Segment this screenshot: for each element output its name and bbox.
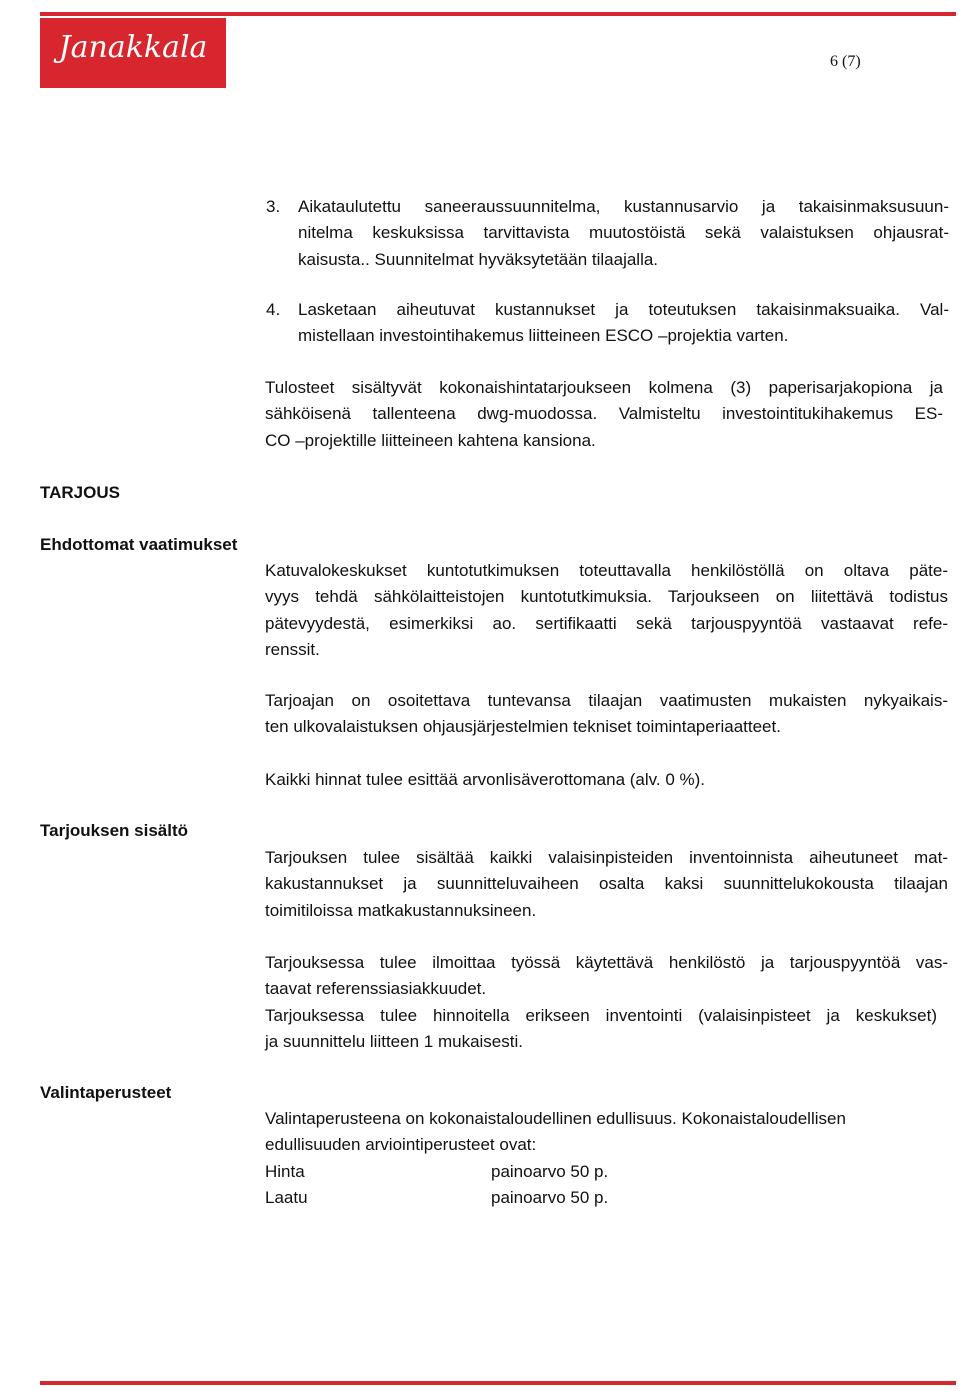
text-line: taavat referenssiasiakkuudet.	[265, 979, 487, 999]
text-line: CO –projektille liitteineen kahtena kansiona.	[265, 430, 596, 450]
text-line: pätevyydestä, esimerkiksi ao. sertifikaatti sekä tarjouspyyntöä vastaavat refe-	[265, 613, 948, 633]
text-line: Tarjouksessa tulee ilmoittaa työssä käytettävä henkilöstö ja tarjouspyyntöä vas-	[265, 953, 948, 972]
logo-wordmark: Janakkala	[58, 30, 208, 65]
selection-criteria-heading: Valintaperusteet	[40, 1083, 172, 1102]
text-line: sähköisenä tallenteena dwg-muodossa. Valmisteltu investointitukihakemus ES-	[265, 404, 943, 424]
text-line: Tarjouksessa tulee hinnoitella erikseen inventointi (valaisinpisteet ja keskukset)	[265, 1005, 937, 1025]
requirements-paragraph-2	[265, 688, 948, 741]
text-line: edullisuuden arviointiperusteet ovat:	[265, 1135, 537, 1155]
selection-criteria-intro	[265, 1106, 846, 1159]
text-line: vyys tehdä sähkölaitteistojen kuntotutkimuksia. Tarjoukseen on liitettävä todistus	[265, 587, 948, 607]
page-number: 6 (7)	[830, 53, 861, 70]
section-heading-tarjous: TARJOUS	[40, 483, 120, 502]
text-line: Lasketaan aiheutuvat kustannukset ja toteutuksen takaisinmaksuaika. Val-	[298, 300, 949, 319]
criterion-weight: painoarvo 50 p.	[491, 1162, 609, 1181]
list-number-4: 4.	[266, 300, 281, 319]
list-item-3	[298, 194, 949, 273]
requirements-paragraph-3: Kaikki hinnat tulee esittää arvonlisäverottomana (alv. 0 %).	[265, 770, 706, 789]
criterion-weight: painoarvo 50 p.	[491, 1188, 609, 1207]
offer-contents-paragraph-1	[265, 845, 948, 924]
criterion-name: Hinta	[265, 1162, 305, 1181]
list-number-3: 3.	[266, 197, 281, 216]
requirements-heading: Ehdottomat vaatimukset	[40, 535, 238, 554]
janakkala-logo	[40, 18, 226, 88]
text-line: kaisusta.. Suunnitelmat hyväksytetään tilaajalla.	[298, 249, 659, 269]
text-line: toimitiloissa matkakustannuksineen.	[265, 900, 537, 920]
text-line: renssit.	[265, 639, 320, 659]
text-line: Valintaperusteena on kokonaistaloudellinen edullisuus. Kokonaistaloudellisen	[265, 1109, 846, 1128]
text-line: mistellaan investointihakemus liitteineen ESCO –projektia varten.	[298, 326, 789, 346]
offer-contents-heading: Tarjouksen sisältö	[40, 821, 189, 840]
footer-rule	[40, 1381, 956, 1385]
requirements-paragraph-1	[265, 558, 948, 663]
header-rule	[40, 12, 956, 16]
text-line: nitelma keskuksissa tarvittavista muutostöistä sekä valaistuksen ohjausrat-	[298, 223, 949, 243]
text-line: Tarjoajan on osoitettava tuntevansa tilaajan vaatimusten mukaisten nykyaikais-	[265, 691, 948, 710]
text-line: ten ulkovalaistuksen ohjausjärjestelmien tekniset toimintaperiaatteet.	[265, 717, 781, 737]
text-line: Tarjouksen tulee sisältää kaikki valaisinpisteiden inventoinnista aiheutuneet mat-	[265, 848, 948, 867]
text-line: ja suunnittelu liitteen 1 mukaisesti.	[265, 1031, 523, 1051]
text-line: Tulosteet sisältyvät kokonaishintatarjoukseen kolmena (3) paperisarjakopiona ja	[265, 378, 943, 397]
outputs-paragraph	[265, 375, 943, 454]
criterion-name: Laatu	[265, 1188, 308, 1207]
text-line: Katuvalokeskukset kuntotutkimuksen toteuttavalla henkilöstöllä on oltava päte-	[265, 561, 948, 580]
offer-contents-paragraph-2	[265, 950, 948, 1055]
text-line: Aikataulutettu saneeraussuunnitelma, kustannusarvio ja takaisinmaksusuun-	[298, 197, 949, 216]
list-item-4	[298, 297, 949, 350]
text-line: kakustannukset ja suunnitteluvaiheen osalta kaksi suunnittelukokousta tilaajan	[265, 874, 948, 894]
